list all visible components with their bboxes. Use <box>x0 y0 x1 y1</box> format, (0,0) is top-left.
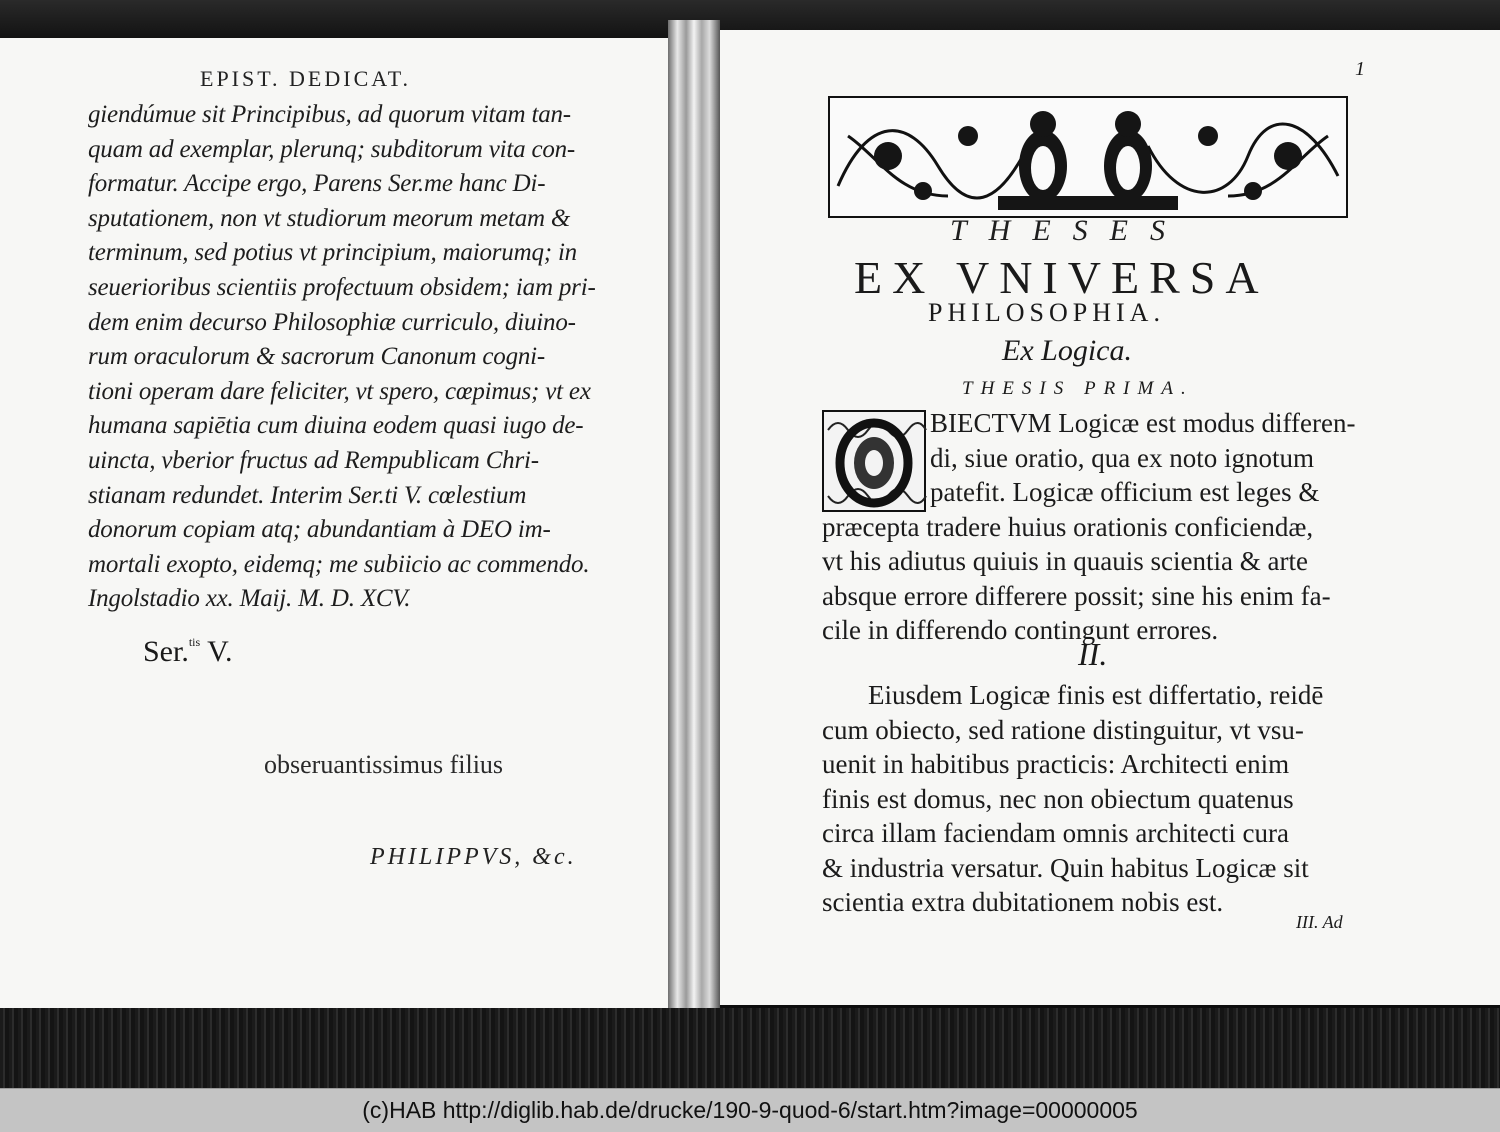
greeting <box>143 635 232 669</box>
title-philosophia: PHILOSOPHIA. <box>928 298 1165 327</box>
greeting-text: Ser. <box>143 635 189 668</box>
text-line: cum obiecto, sed ratione distinguitur, vt vsu- <box>822 714 1304 745</box>
text-line: humana sapiētia cum diuina eodem quasi iugo de- <box>88 412 584 440</box>
text-line: cile in differendo contingunt errores. <box>822 615 1219 645</box>
text-line: circa illam faciendam omnis architecti cura <box>822 818 1290 848</box>
text-line: Eiusdem Logicæ finis est differtatio, reidē <box>868 680 1324 710</box>
text-line: uincta, vberior fructus ad Rempublicam Chri- <box>88 446 539 474</box>
closing-phrase: obseruantissimus filius <box>264 750 504 779</box>
thesis-numeral-ii: II. <box>1078 636 1108 672</box>
text-line: sputationem, non vt studiorum meorum metam & <box>88 204 571 232</box>
text-line: præcepta tradere huius orationis conficiendæ, <box>822 511 1314 542</box>
text-line: terminum, sed potius vt principium, maiorumq; in <box>88 239 577 267</box>
headpiece-ornament <box>828 96 1348 218</box>
text-line: quam ad exemplar, plerunq; subditorum vita con- <box>88 135 576 163</box>
section-heading: Ex Logica. <box>1002 334 1132 367</box>
greeting-end: V. <box>200 635 233 668</box>
text-line: uenit in habitibus practicis: Architecti enim <box>822 749 1290 779</box>
text-line: absque errore differere possit; sine his enim fa- <box>822 580 1331 611</box>
text-line: formatur. Accipe ergo, Parens Ser.me hanc Di- <box>88 170 546 198</box>
text-line: di, siue oratio, qua ex noto ignotum <box>930 442 1314 473</box>
text-line: dem enim decurso Philosophiæ curriculo, diuino- <box>88 308 576 336</box>
text-line: & industria versatur. Quin habitus Logicæ sit <box>822 852 1309 883</box>
running-head: EPIST. DEDICAT. <box>200 66 412 91</box>
citation-footer <box>0 1088 1500 1132</box>
page-number: 1 <box>1355 58 1365 80</box>
thesis-two-text <box>822 678 1367 920</box>
text-line: BIECTVM Logicæ est modus differen- <box>930 408 1356 438</box>
text-line: vt his adiutus quiuis in quauis scientia & arte <box>822 546 1308 576</box>
title-theses: THESES <box>950 214 1187 247</box>
text-line: scientia extra dubitationem nobis est. <box>822 887 1224 917</box>
greeting-superscript: tis <box>188 635 201 649</box>
text-line: donorum copiam atq; abundantiam à DEO im- <box>88 516 551 544</box>
text-line: mortali exopto, eidemq; me subiicio ac commendo. <box>88 550 590 578</box>
citation-text: (c)HAB http://diglib.hab.de/drucke/190-9-quod-6/start.htm?image=00000005 <box>362 1097 1138 1123</box>
catchword: III. Ad <box>1296 912 1343 932</box>
text-line: stianam redundet. Interim Ser.ti V. cœlestium <box>88 481 527 509</box>
book-gutter <box>668 20 720 1020</box>
thesis-one-text <box>822 406 1367 648</box>
text-line: Ingolstadio xx. Maij. M. D. XCV. <box>88 585 411 613</box>
text-line: rum oraculorum & sacrorum Canonum cogni- <box>88 343 546 371</box>
title-ex-vniversa: EX VNIVERSA <box>854 252 1269 303</box>
text-line: giendúmue sit Principibus, ad quorum vitam tan- <box>88 101 571 128</box>
dedication-text <box>88 98 608 617</box>
scan-border-bottom <box>0 1008 1500 1088</box>
text-line: patefit. Logicæ officium est leges & <box>930 477 1320 507</box>
text-line: finis est domus, nec non obiectum quatenus <box>822 783 1294 814</box>
text-line: tioni operam dare feliciter, vt spero, cœpimus; vt ex <box>88 377 591 405</box>
signature: PHILIPPVS, &c. <box>370 844 577 870</box>
thesis-heading: THESIS PRIMA. <box>962 378 1194 399</box>
text-line: seuerioribus scientiis profectuum obsidem; iam pri- <box>88 273 596 301</box>
